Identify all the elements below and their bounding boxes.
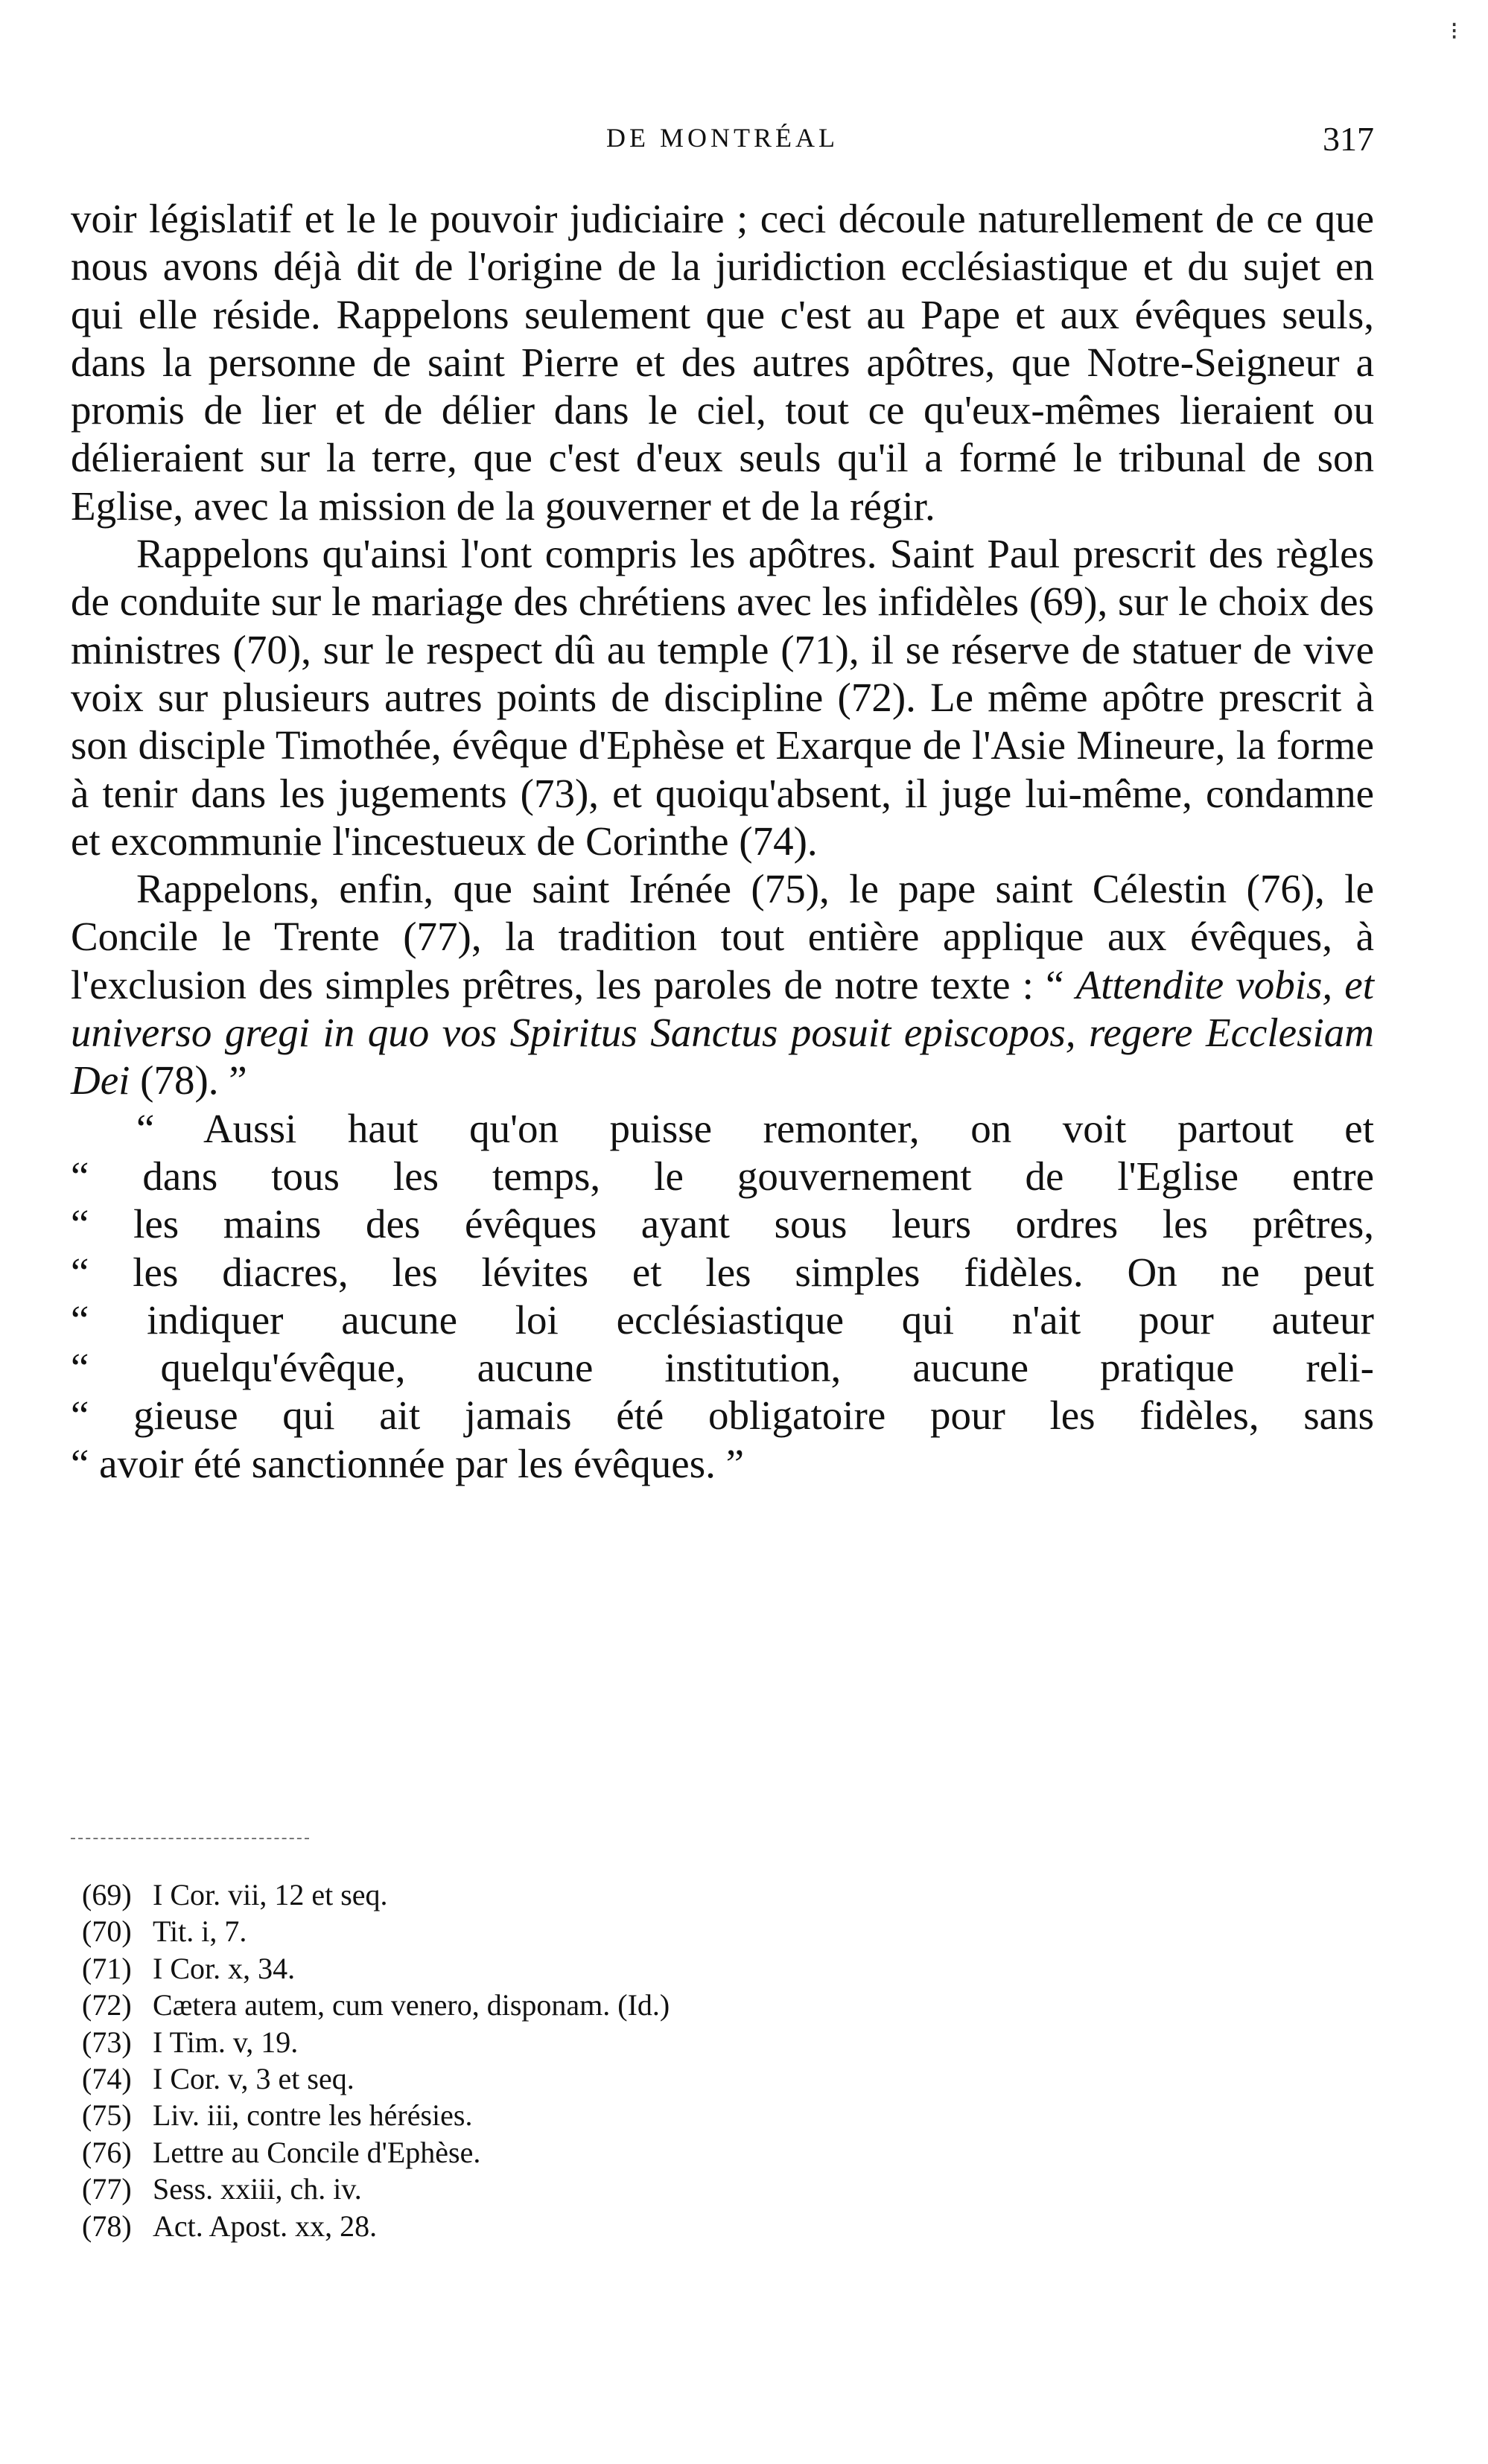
footnote-text: Lettre au Concile d'Ephèse. xyxy=(153,2135,481,2169)
paragraph-p2 xyxy=(71,530,1374,865)
footnote-separator xyxy=(71,1838,309,1839)
scan-edge-mark: ⁝ xyxy=(1450,18,1458,45)
quotation-block xyxy=(71,1105,1374,1488)
footnote-text: I Cor. v, 3 et seq. xyxy=(153,2062,354,2096)
footnote-number: (77) xyxy=(82,2172,132,2206)
footnote-number: (69) xyxy=(82,1878,132,1911)
footnote-text: Liv. iii, contre les hérésies. xyxy=(153,2098,473,2133)
footnote xyxy=(82,2134,1125,2171)
footnote-number: (75) xyxy=(82,2098,132,2133)
latin-quotation: Attendite vobis, et universo gregi in quo vos Spiritus Sanctus posuit episcopos, regere Ecclesiam Dei xyxy=(71,961,1374,1104)
footnote xyxy=(82,1950,1125,1987)
footnote-number: (72) xyxy=(82,1988,132,2022)
quotation-line: “ les mains des évêques ayant sous leurs ordres les prêtres, xyxy=(71,1201,1374,1247)
quotation-line: “ avoir été sanctionnée par les évêques. ” xyxy=(71,1440,745,1486)
footnote-number: (70) xyxy=(82,1914,132,1949)
footnote-number: (71) xyxy=(82,1951,132,1985)
page-number: 317 xyxy=(1323,120,1374,158)
footnote xyxy=(82,2060,1125,2097)
paragraph-p1 xyxy=(71,195,1374,530)
footnote-text: I Tim. v, 19. xyxy=(153,2025,299,2059)
footnote-text: I Cor. x, 34. xyxy=(153,1951,296,1985)
footnote-number: (74) xyxy=(82,2062,132,2096)
footnotes xyxy=(82,1876,1125,2244)
footnote-text: Act. Apost. xx, 28. xyxy=(153,2209,378,2243)
footnote-number: (76) xyxy=(82,2135,132,2169)
footnote xyxy=(82,1913,1125,1949)
quotation-line: “ dans tous les temps, le gouvernement de l'Eglise entre xyxy=(71,1153,1374,1199)
footnote-number: (73) xyxy=(82,2025,132,2059)
paragraph-text: Rappelons qu'ainsi l'ont compris les apôtres. Saint Paul prescrit des règles de conduite sur le mariage des chrétiens avec les infidèles (69), sur le choix des ministres (70), sur le respect dû au temple (71), il se réserve de statuer de vive voix sur plusieurs autres points de discipline (72). Le même apôtre prescrit à son disciple Timothée, évêque d'Ephèse et Exarque de l'Asie Mineure, la forme à tenir dans les jugements (73), et quoiqu'absent, il juge lui-même, condamne et excommunie l'incestueux de Corinthe (74). xyxy=(71,531,1374,864)
body-text xyxy=(71,195,1374,1488)
quotation-line: “ les diacres, les lévites et les simples fidèles. On ne peut xyxy=(71,1249,1374,1295)
running-title: DE MONTRÉAL xyxy=(606,123,839,153)
footnote-text: Tit. i, 7. xyxy=(153,1914,247,1949)
footnote xyxy=(82,1876,1125,1913)
quotation-line: “ Aussi haut qu'on puisse remonter, on voit partout et xyxy=(136,1105,1374,1151)
paragraph-p3 xyxy=(71,865,1374,1104)
footnote-text: Sess. xxiii, ch. iv. xyxy=(153,2172,362,2206)
quotation-line: “ quelqu'évêque, aucune institution, aucune pratique reli- xyxy=(71,1345,1374,1391)
footnote-number: (78) xyxy=(82,2209,132,2243)
footnote xyxy=(82,2171,1125,2207)
footnote-text: I Cor. vii, 12 et seq. xyxy=(153,1878,388,1911)
quotation-line: “ gieuse qui ait jamais été obligatoire pour les fidèles, sans xyxy=(71,1392,1374,1439)
page-header xyxy=(71,119,1374,164)
footnote xyxy=(82,2097,1125,2133)
footnote xyxy=(82,2024,1125,2060)
paragraph-text: Rappelons, enfin, que saint Irénée (75), le pape saint Célestin (76), le Concile le Trente (77), la tradition tout entière applique aux évêques, à l'exclusion des simples prêtres, les paroles de notre texte : “ xyxy=(71,866,1374,1007)
paragraph-text: voir législatif et le le pouvoir judiciaire ; ceci découle naturellement de ce que nous avons déjà dit de l'origine de la juridiction ecclésiastique et du sujet en qui elle réside. Rappelons seulement que c'est au Pape et aux évêques seuls, dans la personne de saint Pierre et des autres apôtres, que Notre-Seigneur a promis de lier et de délier dans le ciel, tout ce qu'eux-mêmes lieraient ou délieraient sur la terre, que c'est d'eux seuls qu'il a formé le tribunal de son Eglise, avec la mission de la gouverner et de la régir. xyxy=(71,196,1374,529)
quotation-line: “ indiquer aucune loi ecclésiastique qui n'ait pour auteur xyxy=(71,1296,1374,1343)
paragraph-text: (78). ” xyxy=(130,1057,247,1104)
footnote xyxy=(82,2208,1125,2244)
footnote xyxy=(82,1987,1125,2023)
footnote-text: Cætera autem, cum venero, disponam. (Id.) xyxy=(153,1988,670,2022)
